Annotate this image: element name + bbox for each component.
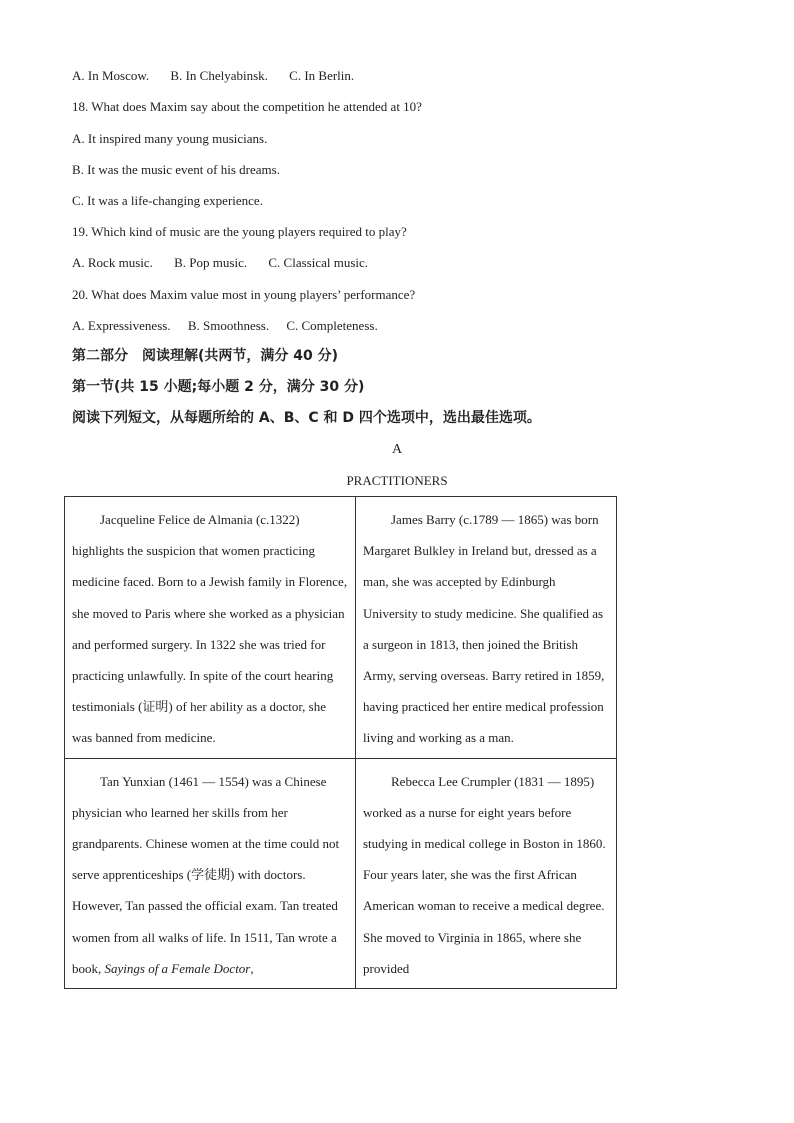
tan-text-main: Tan Yunxian (1461 — 1554) was a Chinese physician who learned her skills from her grandparents. Chinese women at the time could not serve apprenticeships (学徒期) with doctors. However, Tan passed the official exam. Tan treated women from all walks of life. In 1511, Tan wrote a book, xyxy=(72,773,340,976)
q19-option-c: C. Classical music. xyxy=(268,255,369,270)
q20-option-c: C. Completeness. xyxy=(286,318,378,333)
crumpler-text: Rebecca Lee Crumpler (1831 — 1895) worked as a nurse for eight years before studying in medical college in Boston in 1860. Four years later, she was the first African American woman to receive a medical degree. She moved to Virginia in 1865, where she provided xyxy=(363,773,606,976)
table-cell-almania xyxy=(65,497,356,759)
q18-option-a: A. It inspired many young musicians. xyxy=(72,131,268,146)
q18-option-b: B. It was the music event of his dreams. xyxy=(72,162,280,177)
almania-text: Jacqueline Felice de Almania (c.1322) highlights the suspicion that women practicing medicine faced. Born to a Jewish family in Florence, she moved to Paris where she worked as a physician and performed surgery. In 1322 she was tried for practicing unlawfully. In spite of the court hearing testimonials (证明) of her ability as a doctor, she was banned from medicine. xyxy=(72,512,348,746)
q20-option-a: A. Expressiveness. xyxy=(72,318,171,333)
passage-title: PRACTITIONERS xyxy=(346,473,448,488)
table-cell-crumpler xyxy=(356,758,617,988)
q17-option-a: A. In Moscow. xyxy=(72,68,150,83)
table-cell-tan xyxy=(65,758,356,988)
q19-option-a: A. Rock music. xyxy=(72,255,153,270)
passage-letter: A xyxy=(391,442,403,457)
table-row xyxy=(65,497,617,759)
q17-options xyxy=(72,68,354,84)
reading-instruction: 阅读下列短文，从每题所给的 A、B、C 和 D 四个选项中，选出最佳选项。 xyxy=(72,410,541,426)
section-one-heading: 第一节(共 15 小题;每小题 2 分，满分 30 分) xyxy=(72,379,365,395)
table-row xyxy=(65,758,617,988)
q20-options xyxy=(72,318,378,334)
practitioners-table xyxy=(64,496,617,989)
q17-option-c: C. In Berlin. xyxy=(289,68,355,83)
q19-stem: 19. Which kind of music are the young players required to play? xyxy=(72,224,407,239)
table-cell-barry xyxy=(356,497,617,759)
part-two-heading: 第二部分 阅读理解(共两节，满分 40 分) xyxy=(72,348,339,364)
q18-stem: 18. What does Maxim say about the competition he attended at 10? xyxy=(72,99,422,114)
q20-option-b: B. Smoothness. xyxy=(187,318,270,333)
barry-text: James Barry (c.1789 — 1865) was born Margaret Bulkley in Ireland but, dressed as a man, she was accepted by Edinburgh University to study medicine. She qualified as a surgeon in 1813, then joined the British Army, serving overseas. Barry retired in 1859, having practiced her entire medical profession living and working as a man. xyxy=(363,512,605,746)
q20-stem: 20. What does Maxim value most in young players’ performance? xyxy=(72,287,416,302)
q19-options xyxy=(72,255,368,271)
tan-text-tail: , xyxy=(250,960,254,976)
tan-text xyxy=(72,766,348,984)
q18-option-c: C. It was a life-changing experience. xyxy=(72,193,263,208)
q17-option-b: B. In Chelyabinsk. xyxy=(170,68,268,83)
tan-book-title: Sayings of a Female Doctor xyxy=(104,960,251,976)
q19-option-b: B. Pop music. xyxy=(174,255,248,270)
